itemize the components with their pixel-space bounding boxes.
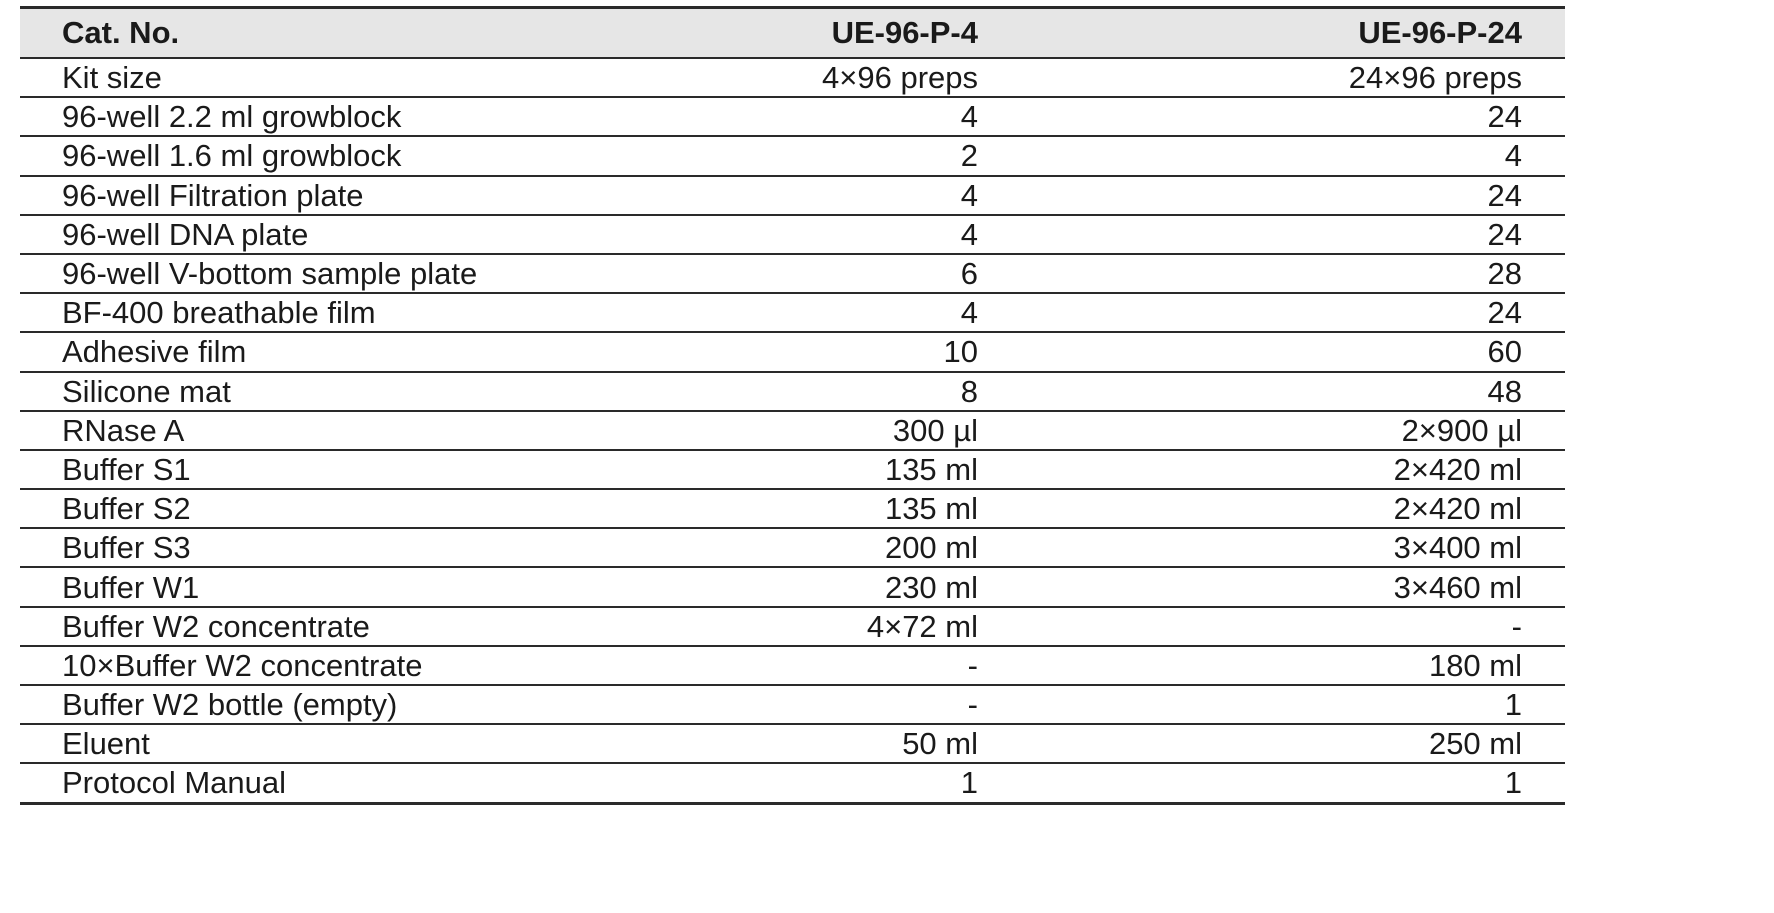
item-name-cell: 96-well V-bottom sample plate [20,254,640,293]
ue-96-p-24-value-cell: 180 ml [978,646,1565,685]
ue-96-p-24-value-cell: 28 [978,254,1565,293]
ue-96-p-4-value-cell: 10 [640,332,978,371]
ue-96-p-4-value-cell: 135 ml [640,450,978,489]
ue-96-p-24-value-cell: 4 [978,136,1565,175]
ue-96-p-4-value-cell: 4 [640,215,978,254]
table-row [20,136,1565,175]
item-name-cell: Eluent [20,724,640,763]
table-row [20,567,1565,606]
table-row [20,215,1565,254]
item-name-cell: Buffer W1 [20,567,640,606]
ue-96-p-24-value-cell: 24×96 preps [978,58,1565,97]
item-name-cell: BF-400 breathable film [20,293,640,332]
header-ue-96-p-24: UE-96-P-24 [978,8,1565,59]
item-name-cell: Buffer S3 [20,528,640,567]
item-name-cell: 96-well 1.6 ml growblock [20,136,640,175]
table-row [20,607,1565,646]
header-cat-no: Cat. No. [20,8,640,59]
table-row [20,450,1565,489]
item-name-cell: Buffer S1 [20,450,640,489]
item-name-cell: Silicone mat [20,372,640,411]
ue-96-p-24-value-cell: 2×900 µl [978,411,1565,450]
ue-96-p-24-value-cell: 3×400 ml [978,528,1565,567]
kit-contents-table [20,6,1565,805]
ue-96-p-4-value-cell: 1 [640,763,978,803]
table-row [20,489,1565,528]
table-row [20,724,1565,763]
ue-96-p-4-value-cell: 50 ml [640,724,978,763]
item-name-cell: Kit size [20,58,640,97]
item-name-cell: Buffer W2 bottle (empty) [20,685,640,724]
ue-96-p-4-value-cell: 300 µl [640,411,978,450]
ue-96-p-4-value-cell: 4 [640,176,978,215]
table-row [20,528,1565,567]
table-row [20,646,1565,685]
table-row [20,332,1565,371]
ue-96-p-4-value-cell: 230 ml [640,567,978,606]
ue-96-p-4-value-cell: 200 ml [640,528,978,567]
kit-table-body [20,58,1565,803]
item-name-cell: 96-well 2.2 ml growblock [20,97,640,136]
item-name-cell: Protocol Manual [20,763,640,803]
ue-96-p-24-value-cell: 48 [978,372,1565,411]
ue-96-p-24-value-cell: 1 [978,685,1565,724]
ue-96-p-24-value-cell: 2×420 ml [978,450,1565,489]
table-row [20,58,1565,97]
item-name-cell: Buffer W2 concentrate [20,607,640,646]
item-name-cell: 10×Buffer W2 concentrate [20,646,640,685]
item-name-cell: Buffer S2 [20,489,640,528]
table-row [20,254,1565,293]
table-row [20,763,1565,803]
item-name-cell: RNase A [20,411,640,450]
ue-96-p-4-value-cell: 6 [640,254,978,293]
item-name-cell: 96-well Filtration plate [20,176,640,215]
ue-96-p-4-value-cell: 8 [640,372,978,411]
ue-96-p-24-value-cell: - [978,607,1565,646]
ue-96-p-4-value-cell: - [640,646,978,685]
ue-96-p-4-value-cell: 4 [640,97,978,136]
ue-96-p-4-value-cell: 4×72 ml [640,607,978,646]
ue-96-p-24-value-cell: 24 [978,97,1565,136]
table-row [20,411,1565,450]
ue-96-p-24-value-cell: 2×420 ml [978,489,1565,528]
ue-96-p-24-value-cell: 24 [978,176,1565,215]
ue-96-p-24-value-cell: 1 [978,763,1565,803]
table-row [20,372,1565,411]
header-ue-96-p-4: UE-96-P-4 [640,8,978,59]
ue-96-p-24-value-cell: 24 [978,215,1565,254]
table-row [20,176,1565,215]
table-row [20,685,1565,724]
item-name-cell: Adhesive film [20,332,640,371]
ue-96-p-24-value-cell: 3×460 ml [978,567,1565,606]
item-name-cell: 96-well DNA plate [20,215,640,254]
ue-96-p-24-value-cell: 250 ml [978,724,1565,763]
ue-96-p-24-value-cell: 60 [978,332,1565,371]
ue-96-p-4-value-cell: 4 [640,293,978,332]
ue-96-p-4-value-cell: 2 [640,136,978,175]
table-row [20,97,1565,136]
ue-96-p-4-value-cell: - [640,685,978,724]
ue-96-p-24-value-cell: 24 [978,293,1565,332]
ue-96-p-4-value-cell: 4×96 preps [640,58,978,97]
ue-96-p-4-value-cell: 135 ml [640,489,978,528]
table-row [20,293,1565,332]
header-row [20,8,1565,59]
